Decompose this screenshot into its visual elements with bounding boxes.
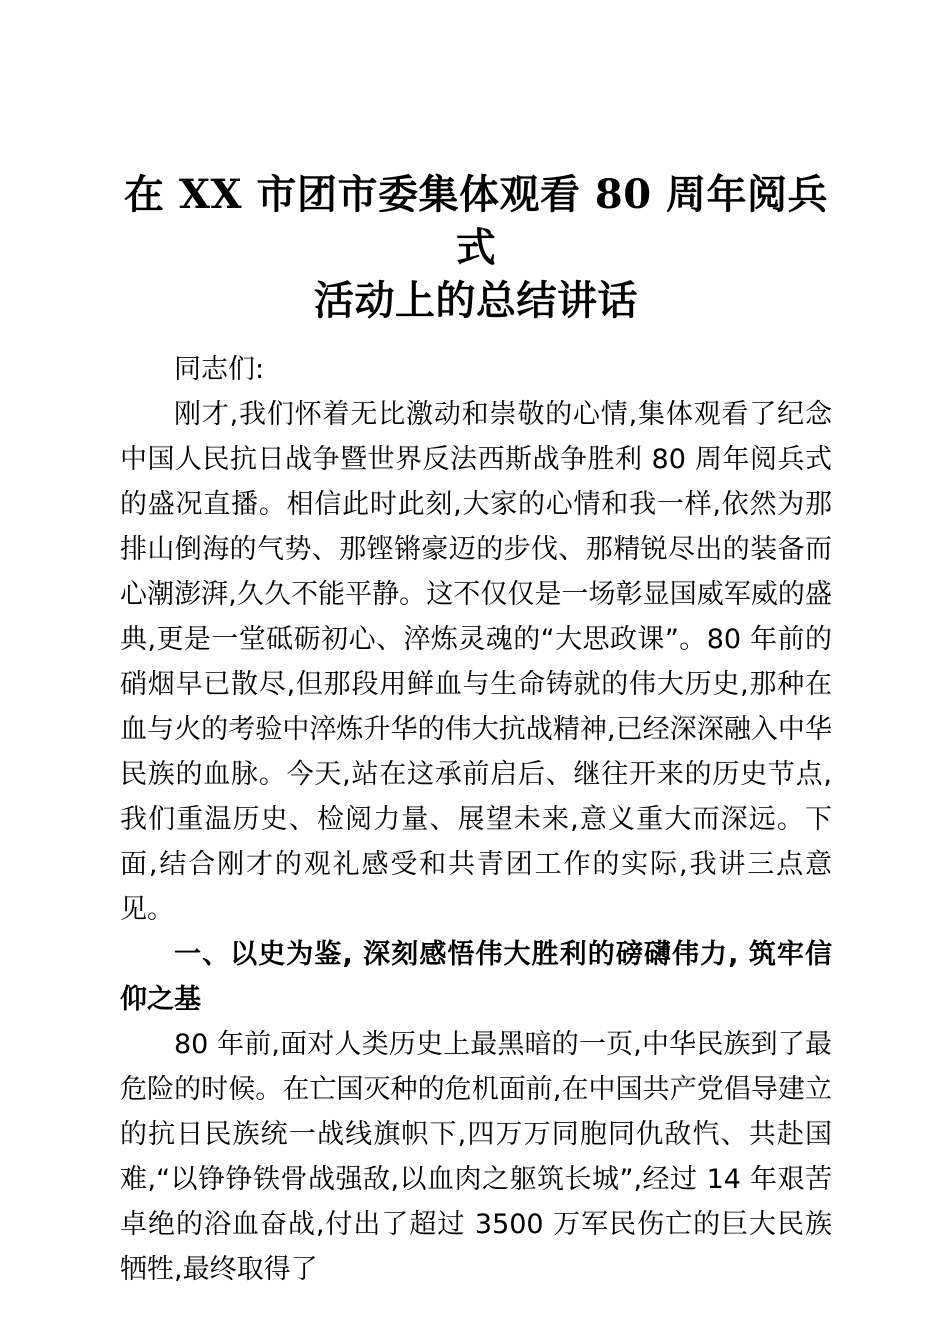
section-heading-1: 一、以史为鉴, 深刻感悟伟大胜利的磅礴伟力, 筑牢信仰之基 — [120, 939, 832, 1015]
document-title-line-1: 在 XX 市团市委集体观看 80 周年阅兵式 — [124, 171, 828, 271]
document-title-line-2: 活动上的总结讲话 — [314, 277, 638, 324]
document-title — [120, 168, 832, 327]
paragraph-section-1-body: 80 年前,面对人类历史上最黑暗的一页,中华民族到了最危险的时候。在亡国灭种的危机面前,在中国共产党倡导建立的抗日民族统一战线旗帜下,四万万同胞同仇敌忾、共赴国难,“以铮铮铁骨战强敌,以血肉之躯筑长城”,经过 14 年艰苦卓绝的浴血奋战,付出了超过 3500 万军民伤亡的巨大民族牺牲,最终取得了 — [120, 1029, 832, 1285]
paragraph-opening: 刚才,我们怀着无比激动和崇敬的心情,集体观看了纪念中国人民抗日战争暨世界反法西斯战争胜利 80 周年阅兵式的盛况直播。相信此时此刻,大家的心情和我一样,依然为那排山倒海的气势、那铿锵豪迈的步伐、那精锐尽出的装备而心潮澎湃,久久不能平静。这不仅仅是一场彰显国威军威的盛典,更是一堂砥砺初心、淬炼灵魂的“大思政课”。80 年前的硝烟早已散尽,但那段用鲜血与生命铸就的伟大历史,那种在血与火的考验中淬炼升华的伟大抗战精神,已经深深融入中华民族的血脉。今天,站在这承前启后、继往开来的历史节点,我们重温历史、检阅力量、展望未来,意义重大而深远。下面,结合刚才的观礼感受和共青团工作的实际,我讲三点意见。 — [120, 399, 832, 925]
salutation: 同志们: — [174, 354, 265, 385]
